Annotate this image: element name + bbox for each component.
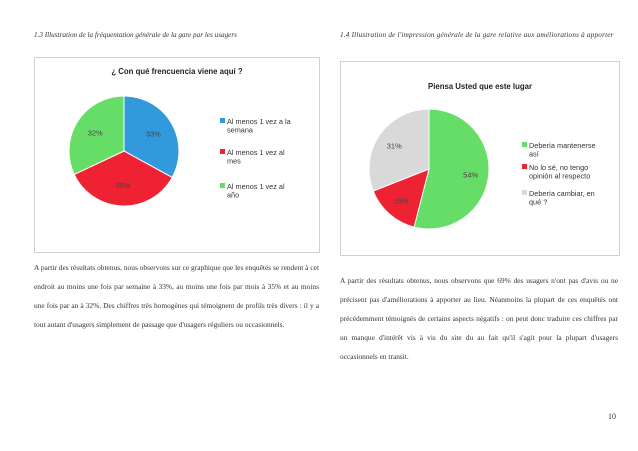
chart-2-value-label-1: 15% [393, 196, 409, 206]
chart-1-legend-label-0: Al menos 1 vez a la semana [227, 117, 291, 135]
chart-1-legend-swatch-2 [220, 183, 225, 188]
chart-2-legend-swatch-0 [522, 142, 527, 147]
chart-2-value-label-0: 54% [463, 170, 479, 180]
frequency-pie-svg [35, 58, 319, 252]
chart-1-legend-swatch-1 [220, 149, 225, 154]
opinion-pie-chart [340, 61, 620, 256]
caption-impression: 1.4 Illustration de l'impression générale de la gare relative aux améliorations à apporter [340, 31, 614, 39]
chart-2-legend-label-1: No lo sé, no tengo opinión al respecto [529, 163, 591, 181]
chart-2-legend-label-0: Debería mantenerse así [529, 141, 596, 159]
chart-2-legend-swatch-2 [522, 190, 527, 195]
chart-1-legend-swatch-0 [220, 118, 225, 123]
chart-2-value-label-2: 31% [386, 141, 402, 151]
chart-2-title: Piensa Usted que este lugar [428, 82, 532, 91]
paragraph-frequentation: A partir des résultats obtenus, nous observons sur ce graphique que les enquêtés se rendent à cet endroit au moins une fois par semaine à 33%, au moins une fois par mois à 35% et au moins une fois par an à 32%. Des chiffres très homogènes qui témoignent de profils très divers : il y a tout autant d'usagers simplement de passage que d'usagers réguliers ou occasionnels. [34, 263, 319, 329]
opinion-pie-svg [341, 62, 619, 255]
caption-frequentation: 1.3 Illustration de la fréquentation générale de la gare par les usagers [34, 31, 237, 39]
chart-1-value-label-0: 33% [145, 129, 161, 139]
chart-2-legend-label-2: Debería cambiar, en qué ? [529, 189, 595, 207]
page-number: 10 [608, 412, 616, 421]
chart-2-legend-swatch-1 [522, 164, 527, 169]
chart-1-legend-label-2: Al menos 1 vez al año [227, 182, 285, 200]
paragraph-impression: A partir des résultats obtenus, nous observons que 69% des usagers n'ont pas d'avis ou ne précisent pas d'améliorations à apporter au lieu. Néanmoins la plupart de ces enquêtés ont précédemment témoignés de certains aspects négatifs : on peut donc traduire ces chiffres par un manque d'intérêt vis à vis du site du au fait qu'il s'agit pour la plupart d'usagers occasionnels en transit. [340, 276, 618, 361]
chart-1-value-label-1: 35% [115, 181, 131, 191]
chart-1-value-label-2: 32% [87, 128, 103, 138]
frequency-pie-chart [34, 57, 320, 253]
chart-1-legend-label-1: Al menos 1 vez al mes [227, 148, 285, 166]
chart-1-title: ¿ Con qué frencuencia viene aquí ? [111, 67, 243, 76]
